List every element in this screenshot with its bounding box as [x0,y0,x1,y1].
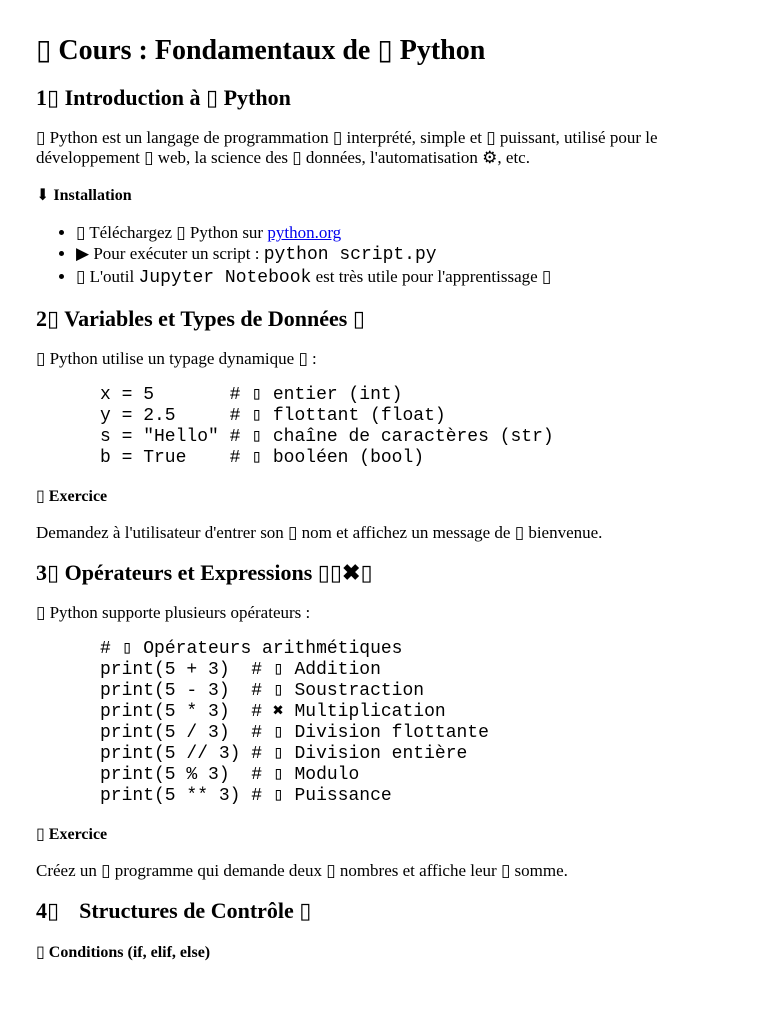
python-org-link[interactable]: python.org [267,223,342,242]
inline-code: Jupyter Notebook [138,268,312,288]
section-4-number: 4▯ [36,898,60,923]
page-title: ▯ Cours : Fondamentaux de ▯ Python [36,35,486,66]
list-item-text: ▶ Pour exécuter un script : [76,244,264,263]
section-1-intro: ▯ Python est un langage de programmation ▯ interprété, simple et ▯ puissant, utilisé pour le développement ▯ web, la science des ▯ données, l'automatisation ⚙, etc. [36,128,658,167]
exercise-heading: ▯ Exercice [36,826,108,843]
section-2-heading: 2▯ Variables et Types de Données ▯ [36,306,365,331]
list-item-text: est très utile pour l'apprentissage ▯ [311,267,552,286]
exercise-heading: ▯ Exercice [36,488,108,505]
installation-list [36,222,732,289]
section-1-heading: 1▯ Introduction à ▯ Python [36,85,291,110]
inline-code: python script.py [263,245,437,265]
section-3-heading: 3▯ Opérateurs et Expressions ▯▯✖▯ [36,560,373,585]
operators-code-block: # ▯ Opérateurs arithmétiques print(5 + 3) # ▯ Addition print(5 - 3) # ▯ Soustraction print(5 * 3) # ✖ Multiplication print(5 / 3) # ▯ Division flottante print(5 // 3) # ▯ Division entière print(5 % 3) # ▯ Modulo print(5 ** 3) # ▯ Puissance [100,639,489,806]
exercise-text: Créez un ▯ programme qui demande deux ▯ nombres et affiche leur ▯ somme. [36,861,568,880]
list-item [76,243,732,266]
conditions-heading: ▯ Conditions (if, elif, else) [36,944,211,961]
exercise-text: Demandez à l'utilisateur d'entrer son ▯ nom et affichez un message de ▯ bienvenue. [36,523,603,542]
installation-heading: ⬇ Installation [36,187,132,204]
list-item-text: ▯ Téléchargez ▯ Python sur [76,223,268,242]
section-2-intro: ▯ Python utilise un typage dynamique ▯ : [36,349,317,368]
section-4-heading [36,897,732,925]
section-4-title: Structures de Contrôle ▯ [79,898,312,923]
list-item [76,222,732,243]
section-3-intro: ▯ Python supporte plusieurs opérateurs : [36,603,311,622]
list-item-text: ▯ L'outil [76,267,139,286]
list-item [76,266,732,289]
variables-code-block: x = 5 # ▯ entier (int) y = 2.5 # ▯ flottant (float) s = "Hello" # ▯ chaîne de caractères (str) b = True # ▯ booléen (bool) [100,385,554,468]
